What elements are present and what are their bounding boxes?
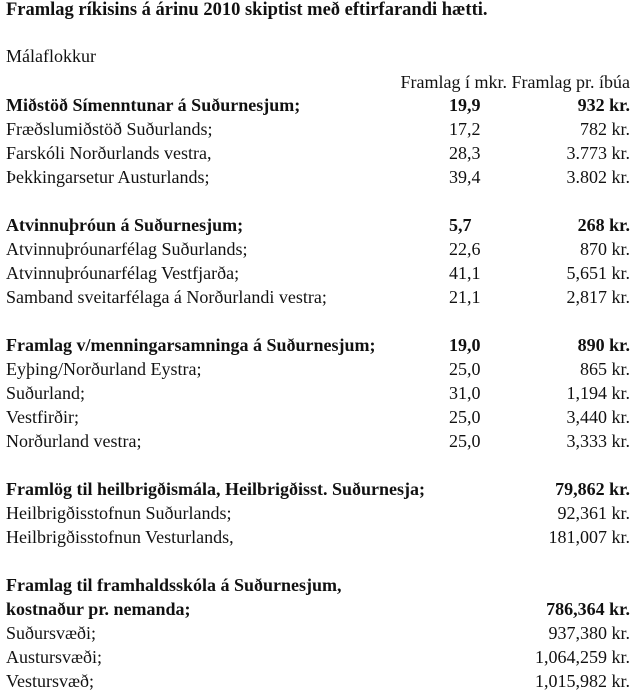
row-value-mkr: 22,6 <box>449 239 481 259</box>
row-name: Vestursvæð; <box>6 671 95 691</box>
row-name: Atvinnuþróun á Suðurnesjum; <box>6 215 244 235</box>
row-name: Heilbrigðisstofnun Suðurlands; <box>6 503 232 523</box>
row-value-per-capita: 268 kr. <box>577 215 630 235</box>
table-row <box>0 215 640 239</box>
row-name: Suðurland; <box>6 383 85 403</box>
row-name: Farskóli Norðurlands vestra, <box>6 143 212 163</box>
table-row <box>0 479 640 503</box>
table-row <box>0 647 640 671</box>
table-row <box>0 503 640 527</box>
table-row <box>0 335 640 359</box>
column-header-mkr: Framlag í mkr. <box>400 72 507 92</box>
table-row <box>0 167 640 191</box>
row-name: Framlag til framhaldsskóla á Suðurnesjum, <box>6 575 342 595</box>
row-value-per-capita: 890 kr. <box>577 335 630 355</box>
table-row <box>0 119 640 143</box>
row-value-mkr: 25,0 <box>449 431 481 451</box>
row-value-per-capita: 3.773 kr. <box>566 143 630 163</box>
column-header-per-capita: Framlag pr. íbúa <box>511 72 630 92</box>
row-value-per-capita: 79,862 kr. <box>555 479 630 499</box>
row-name: Atvinnuþróunarfélag Suðurlands; <box>6 239 248 259</box>
table-row <box>0 575 640 599</box>
row-name: Miðstöð Símenntunar á Suðurnesjum; <box>6 95 301 115</box>
row-name: Heilbrigðisstofnun Vesturlands, <box>6 527 234 547</box>
row-value-per-capita: 782 kr. <box>579 119 630 139</box>
row-value-per-capita: 1,064,259 kr. <box>534 647 630 667</box>
table-row <box>0 287 640 311</box>
row-value-mkr: 21,1 <box>449 287 481 307</box>
row-value-per-capita: 92,361 kr. <box>557 503 630 523</box>
table-row <box>0 95 640 119</box>
row-name: Framlag v/menningarsamninga á Suðurnesjum; <box>6 335 376 355</box>
table-row <box>0 383 640 407</box>
table-row <box>0 359 640 383</box>
row-value-per-capita: 2,817 kr. <box>566 287 630 307</box>
table-row <box>0 239 640 263</box>
table-row <box>0 671 640 695</box>
table-row <box>0 623 640 647</box>
row-value-per-capita: 865 kr. <box>579 359 630 379</box>
row-name: Norðurland vestra; <box>6 431 142 451</box>
row-name: Austursvæði; <box>6 647 103 667</box>
table-row <box>0 407 640 431</box>
row-name: Eyþing/Norðurland Eystra; <box>6 359 202 379</box>
row-name: kostnaður pr. nemanda; <box>6 599 191 619</box>
row-name: Þekkingarsetur Austurlands; <box>6 167 210 187</box>
document-title: Framlag ríkisins á árinu 2010 skiptist með eftirfarandi hætti. <box>6 0 488 20</box>
row-name: Samband sveitarfélaga á Norðurlandi vestra; <box>6 287 327 307</box>
row-name: Vestfirðir; <box>6 407 79 427</box>
row-value-mkr: 17,2 <box>449 119 481 139</box>
row-value-mkr: 25,0 <box>449 359 481 379</box>
row-value-per-capita: 5,651 kr. <box>566 263 630 283</box>
row-value-mkr: 28,3 <box>449 143 481 163</box>
row-value-per-capita: 1,194 kr. <box>566 383 630 403</box>
row-value-per-capita: 786,364 kr. <box>546 599 630 619</box>
table-row <box>0 431 640 455</box>
row-value-per-capita: 932 kr. <box>577 95 630 115</box>
row-value-per-capita: 3,440 kr. <box>566 407 630 427</box>
row-value-per-capita: 870 kr. <box>579 239 630 259</box>
table-row <box>0 599 640 623</box>
row-value-per-capita: 937,380 kr. <box>548 623 630 643</box>
table-row <box>0 263 640 287</box>
row-value-per-capita: 3,333 kr. <box>566 431 630 451</box>
row-value-mkr: 19,0 <box>449 335 481 355</box>
category-label: Málaflokkur <box>6 46 96 66</box>
row-value-mkr: 39,4 <box>449 167 481 187</box>
row-name: Framlög til heilbrigðismála, Heilbrigðisst. Suðurnesja; <box>6 479 425 499</box>
table-row <box>0 143 640 167</box>
row-value-per-capita: 3.802 kr. <box>566 167 630 187</box>
row-value-mkr: 31,0 <box>449 383 481 403</box>
row-name: Atvinnuþróunarfélag Vestfjarða; <box>6 263 240 283</box>
row-value-mkr: 5,7 <box>449 215 472 235</box>
row-name: Suðursvæði; <box>6 623 97 643</box>
row-value-per-capita: 1,015,982 kr. <box>534 671 630 691</box>
row-value-mkr: 19,9 <box>449 95 481 115</box>
row-value-mkr: 25,0 <box>449 407 481 427</box>
table-row <box>0 527 640 551</box>
row-name: Fræðslumiðstöð Suðurlands; <box>6 119 213 139</box>
row-value-mkr: 41,1 <box>449 263 481 283</box>
row-value-per-capita: 181,007 kr. <box>548 527 630 547</box>
